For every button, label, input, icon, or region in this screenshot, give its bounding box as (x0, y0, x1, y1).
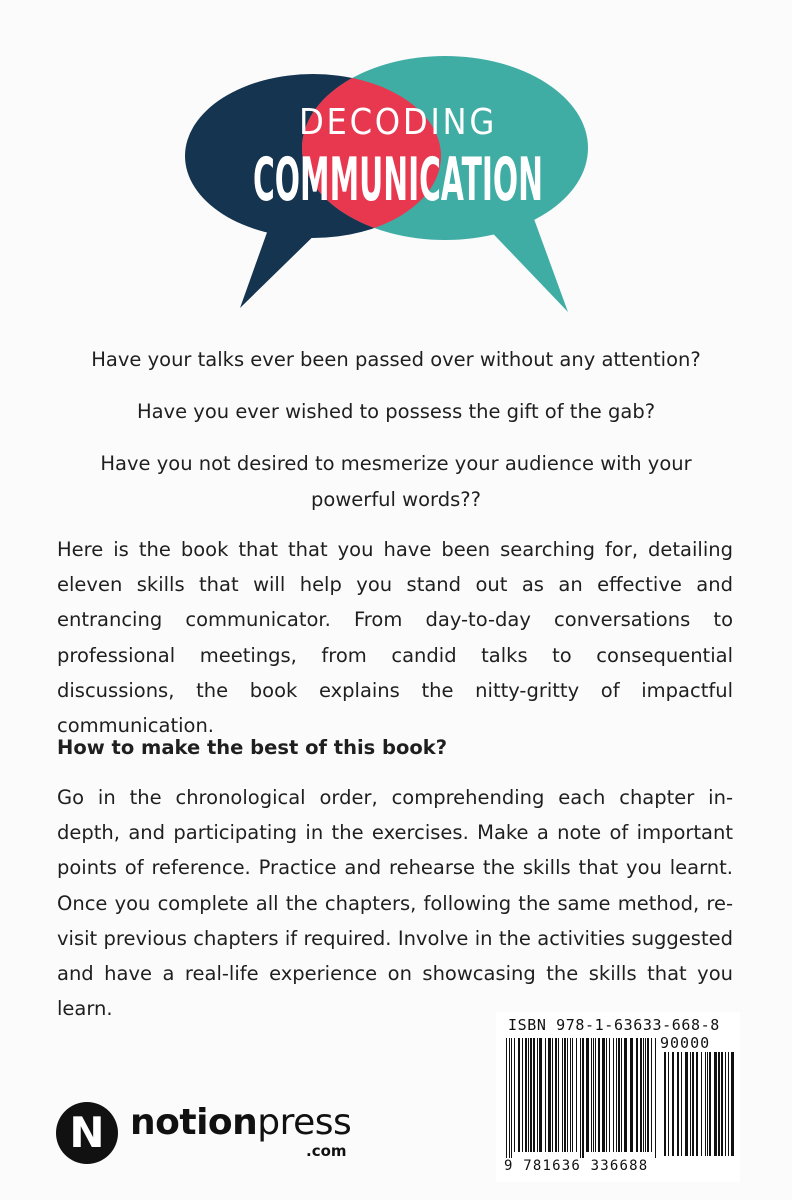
price-code: 90000 (660, 1034, 711, 1052)
logo-line-1: DECODING (299, 102, 497, 143)
question-3: Have you not desired to mesmerize your audience with your powerful words?? (100, 452, 692, 511)
publisher-logo (56, 1098, 376, 1168)
isbn-label: ISBN 978-1-63633-668-8 (508, 1016, 720, 1034)
question-1: Have your talks ever been passed over without any attention? (91, 348, 701, 371)
decoding-communication-logo (180, 50, 600, 320)
logo-line-2: COMMUNICATION (253, 145, 543, 215)
instructions-paragraph: Go in the chronological order, comprehending each chapter in-depth, and participating in the exercises. Make a note of important points of reference. Practice and rehearse the skills that you learnt. Once you complete all the chapters, following the same method, re-visit previous chapters if required. Involve in the activities suggested and have a real-life experience on showcasing the skills that you learn. (57, 786, 733, 1021)
publisher-initial: N (69, 1108, 105, 1157)
publisher-name-light: press (257, 1102, 352, 1143)
section-heading: How to make the best of this book? (57, 736, 448, 759)
barcode-bars (496, 1012, 740, 1182)
isbn-barcode (496, 1012, 740, 1182)
publisher-name (130, 1100, 351, 1146)
barcode-number: 9 781636 336688 (504, 1158, 649, 1174)
publisher-domain: .com (306, 1142, 347, 1160)
question-2: Have you ever wished to possess the gift of the gab? (136, 400, 656, 423)
description-paragraph: Here is the book that that you have been searching for, detailing eleven skills that will help you stand out as an effective and entrancing communicator. From day-to-day conversations to professional meetings, from candid talks to consequential discussions, the book explains the nitty-gritty of impactful communication. (57, 538, 733, 738)
publisher-name-bold: notion (130, 1102, 258, 1143)
